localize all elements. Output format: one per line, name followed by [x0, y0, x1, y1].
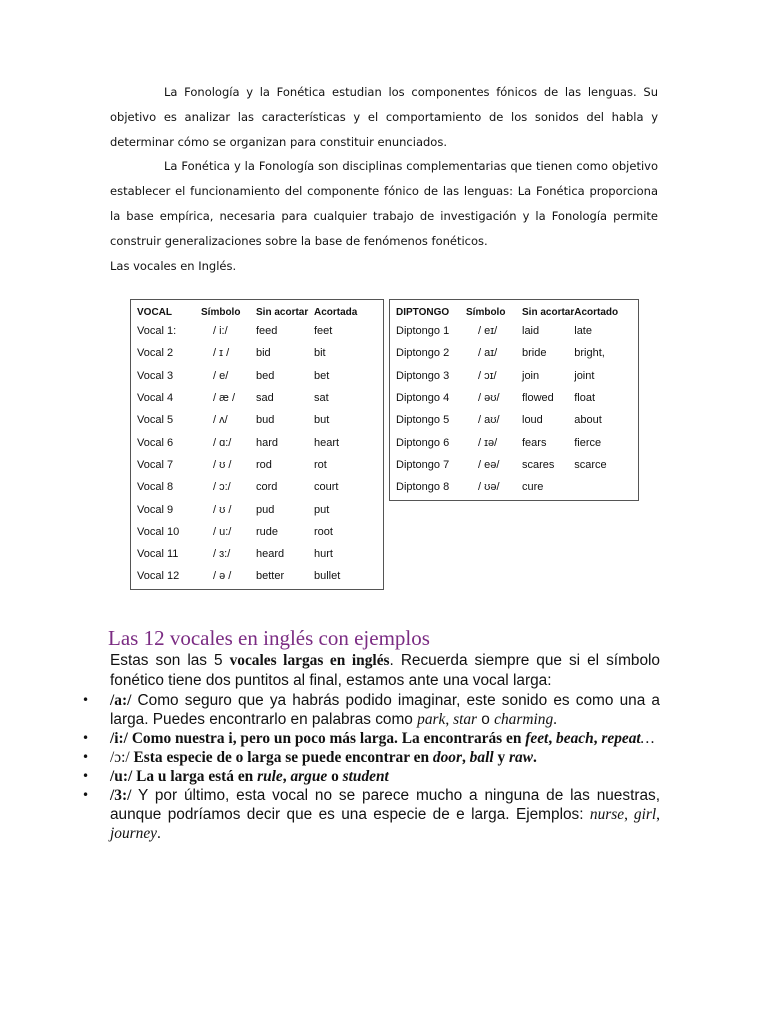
table-cell: rod: [256, 458, 272, 471]
table-cell: [574, 476, 634, 498]
separator: ,: [461, 749, 470, 766]
section-lead: [110, 651, 660, 691]
table-cell: sat: [314, 392, 329, 405]
bullet-icon: •: [82, 750, 90, 764]
table-cell: scares: [522, 458, 555, 471]
table-cell: Vocal 6: [137, 436, 174, 449]
example-word: journey: [110, 825, 158, 842]
table-cell: Vocal 11: [137, 548, 179, 561]
table-cell: bit: [314, 347, 326, 360]
example-word: beach: [556, 730, 594, 747]
table-cell: / ə /: [213, 570, 232, 583]
table-cell: / ɪ /: [213, 347, 230, 360]
table-row: [137, 431, 376, 453]
example-word: argue: [290, 768, 328, 785]
table-cell: bride: [522, 347, 547, 360]
table-cell: pud: [256, 503, 275, 516]
table-cell: / eɪ/: [478, 325, 498, 338]
table-cell: / i:/: [213, 325, 228, 338]
separator: ,: [593, 730, 602, 747]
bullet-icon: •: [82, 731, 90, 745]
phonetic-symbol: /3:/: [110, 787, 132, 804]
table-row: [396, 320, 634, 342]
example-word: raw: [509, 749, 533, 766]
bullet-icon: •: [82, 769, 90, 783]
lead-text: Estas son las 5: [110, 652, 223, 669]
phonetic-symbol: /u:/: [110, 768, 133, 785]
separator: ,: [656, 806, 660, 823]
table-row: [396, 409, 634, 431]
table-row: [137, 409, 376, 431]
table-cell: cord: [256, 481, 278, 494]
table-cell: Vocal 12: [137, 570, 180, 583]
table-cell: bet: [314, 369, 330, 382]
table-cell: fears: [522, 436, 547, 449]
phonetic-symbol: /ɔ:/: [110, 749, 130, 766]
table-cell: / æ /: [213, 392, 236, 405]
column-header: Símbolo: [201, 306, 241, 318]
separator: o: [327, 768, 343, 785]
separator: ,: [548, 730, 557, 747]
table-row: [396, 387, 634, 409]
table-cell: better: [256, 570, 285, 583]
table-row: [396, 476, 634, 498]
vowels-section: [80, 625, 660, 843]
vowel-table: [130, 299, 384, 590]
phonetic-symbol: /i:/: [110, 730, 128, 747]
diphthong-table: [389, 299, 639, 501]
table-cell: hard: [256, 436, 279, 449]
example-word: charming: [494, 711, 554, 728]
table-cell: Vocal 10: [137, 525, 180, 538]
long-vowel-list: [80, 691, 660, 843]
table-cell: sad: [256, 392, 274, 405]
table-cell: about: [574, 414, 602, 427]
table-cell: cure: [522, 481, 544, 494]
table-cell: Vocal 3: [137, 369, 174, 382]
table-cell: / aʊ/: [478, 414, 500, 427]
table-cell: / ɔɪ/: [478, 369, 497, 382]
table-cell: / ɑ:/: [213, 436, 232, 449]
example-word: nurse: [589, 806, 625, 823]
table-cell: / ʊ /: [213, 503, 232, 516]
table-cell: bid: [256, 347, 271, 360]
table-cell: scarce: [574, 458, 607, 471]
diphthong-rows: [396, 320, 634, 498]
table-cell: Diptongo 6: [396, 436, 450, 449]
table-cell: / ɜ:/: [213, 548, 231, 561]
separator: ,: [624, 806, 634, 823]
table-cell: Vocal 4: [137, 392, 174, 405]
table-cell: / e/: [213, 369, 229, 382]
example-word: girl: [633, 806, 657, 823]
example-word: repeat: [601, 730, 641, 747]
example-word: park: [417, 711, 446, 728]
table-cell: Diptongo 4: [396, 392, 450, 405]
column-header: Sin acortar: [256, 306, 309, 318]
lead-bold: vocales largas en inglés: [229, 652, 390, 669]
intro-paragraph-1: La Fonología y la Fonética estudian los componentes fónicos de las lenguas. Su objetivo es analizar las características y el comportamiento de los sonidos del habla y determinar cómo se organizan para constituir enunciados.: [110, 85, 658, 149]
example-word: ball: [469, 749, 494, 766]
table-row: [396, 365, 634, 387]
table-cell: but: [314, 414, 330, 427]
table-row: [137, 498, 376, 520]
item-text: Y por último, esta vocal no se parece mucho a ninguna de las nuestras, aunque podríamos decir que es una especie de e larga. Ejemplos:: [110, 787, 660, 823]
example-word: rule: [257, 768, 283, 785]
table-cell: bright,: [574, 347, 605, 360]
phonetic-symbol: /a:/: [110, 692, 132, 709]
column-header: Sin acortar: [522, 306, 575, 318]
table-cell: laid: [522, 325, 540, 338]
table-cell: Diptongo 5: [396, 414, 450, 427]
table-row: [137, 320, 376, 342]
table-cell: joint: [574, 369, 595, 382]
table-cell: bed: [256, 369, 275, 382]
table-cell: heard: [256, 548, 285, 561]
bullet-icon: •: [82, 693, 90, 707]
example-word: star: [453, 711, 478, 728]
table-cell: / ʊə/: [478, 481, 500, 494]
table-row: [137, 342, 376, 364]
table-row: [137, 476, 376, 498]
table-row: [137, 521, 376, 543]
table-cell: late: [574, 325, 592, 338]
table-cell: Vocal 2: [137, 347, 174, 360]
section-title: Las 12 vocales en inglés con ejemplos: [108, 626, 430, 650]
lead-text-end: . Recuerda siempre que si el símbolo fonético tiene dos puntitos al final, estamos ante una vocal larga:: [110, 652, 660, 689]
table-cell: Diptongo 8: [396, 481, 450, 494]
table-cell: rude: [256, 525, 279, 538]
table-row: [396, 431, 634, 453]
example-word: feet: [525, 730, 549, 747]
table-cell: hurt: [314, 548, 333, 561]
table-cell: Vocal 7: [137, 458, 174, 471]
table-cell: root: [314, 525, 333, 538]
table-cell: / əʊ/: [478, 392, 500, 405]
table-cell: / eə/: [478, 458, 500, 471]
table-cell: fierce: [574, 436, 602, 449]
table-row: [137, 454, 376, 476]
intro-text: [110, 80, 658, 278]
column-header: Símbolo: [466, 306, 506, 318]
item-text: La u larga está en: [132, 768, 258, 785]
intro-paragraph-2: La Fonética y la Fonología son disciplinas complementarias que tienen como objetivo establecer el funcionamiento del componente fónico de las lenguas: La Fonética proporciona la base empírica, necesaria para cualquier trabajo de investigación y la Fonología permite construir generalizaciones sobre la base de fenómenos fonéticos.: [110, 159, 658, 248]
separator: ,: [282, 768, 291, 785]
list-item: [80, 786, 660, 843]
table-cell: bullet: [314, 570, 341, 583]
item-text: Como seguro que ya habrás podido imaginar, este sonido es como una a larga. Puedes encontrarlo en palabras como: [110, 692, 660, 728]
column-header: VOCAL: [137, 306, 172, 318]
table-cell: / ʊ /: [213, 458, 232, 471]
table-row: [396, 454, 634, 476]
vowels-heading-line: Las vocales en Inglés.: [110, 258, 237, 273]
item-end: .: [553, 711, 558, 728]
table-cell: Diptongo 1: [396, 325, 450, 338]
table-cell: bud: [256, 414, 275, 427]
example-word: student: [342, 768, 389, 785]
table-cell: rot: [314, 458, 327, 471]
table-cell: court: [314, 481, 339, 494]
separator: y: [493, 749, 510, 766]
table-cell: join: [522, 369, 540, 382]
item-end: .: [157, 825, 161, 842]
list-item: [80, 748, 660, 767]
table-cell: Vocal 9: [137, 503, 174, 516]
column-header: DIPTONGO: [396, 306, 450, 318]
example-word: door: [432, 749, 462, 766]
table-cell: / u:/: [213, 525, 232, 538]
table-row: [396, 342, 634, 364]
table-row: [137, 387, 376, 409]
table-cell: loud: [522, 414, 543, 427]
separator: ,: [445, 711, 454, 728]
table-cell: feet: [314, 325, 333, 338]
list-item: [80, 691, 660, 729]
item-end: .: [532, 749, 537, 766]
table-cell: / ɔ:/: [213, 481, 231, 494]
table-cell: / aɪ/: [478, 347, 498, 360]
table-cell: Diptongo 3: [396, 369, 450, 382]
table-cell: / ʌ/: [213, 414, 228, 427]
table-row: [137, 565, 376, 587]
table-cell: Vocal 1:: [137, 325, 177, 338]
column-header: Acortado: [574, 306, 619, 318]
table-row: [137, 543, 376, 565]
separator: o: [477, 711, 495, 728]
table-cell: Diptongo 2: [396, 347, 450, 360]
column-header: Acortada: [314, 306, 358, 318]
table-cell: flowed: [522, 392, 554, 405]
table-cell: put: [314, 503, 330, 516]
table-cell: Vocal 8: [137, 481, 174, 494]
bullet-icon: •: [82, 788, 90, 802]
vowel-rows: [137, 320, 376, 588]
item-text: Como nuestra i, pero un poco más larga. La encontrarás en: [127, 730, 526, 747]
item-end: …: [640, 730, 655, 747]
table-cell: float: [574, 392, 596, 405]
table-row: [137, 365, 376, 387]
table-cell: Vocal 5: [137, 414, 174, 427]
list-item: [80, 767, 660, 786]
list-item: [80, 729, 660, 748]
table-cell: heart: [314, 436, 340, 449]
table-cell: feed: [256, 325, 278, 338]
table-cell: / ɪə/: [478, 436, 498, 449]
table-cell: Diptongo 7: [396, 458, 450, 471]
item-text: Esta especie de o larga se puede encontrar en: [129, 749, 433, 766]
